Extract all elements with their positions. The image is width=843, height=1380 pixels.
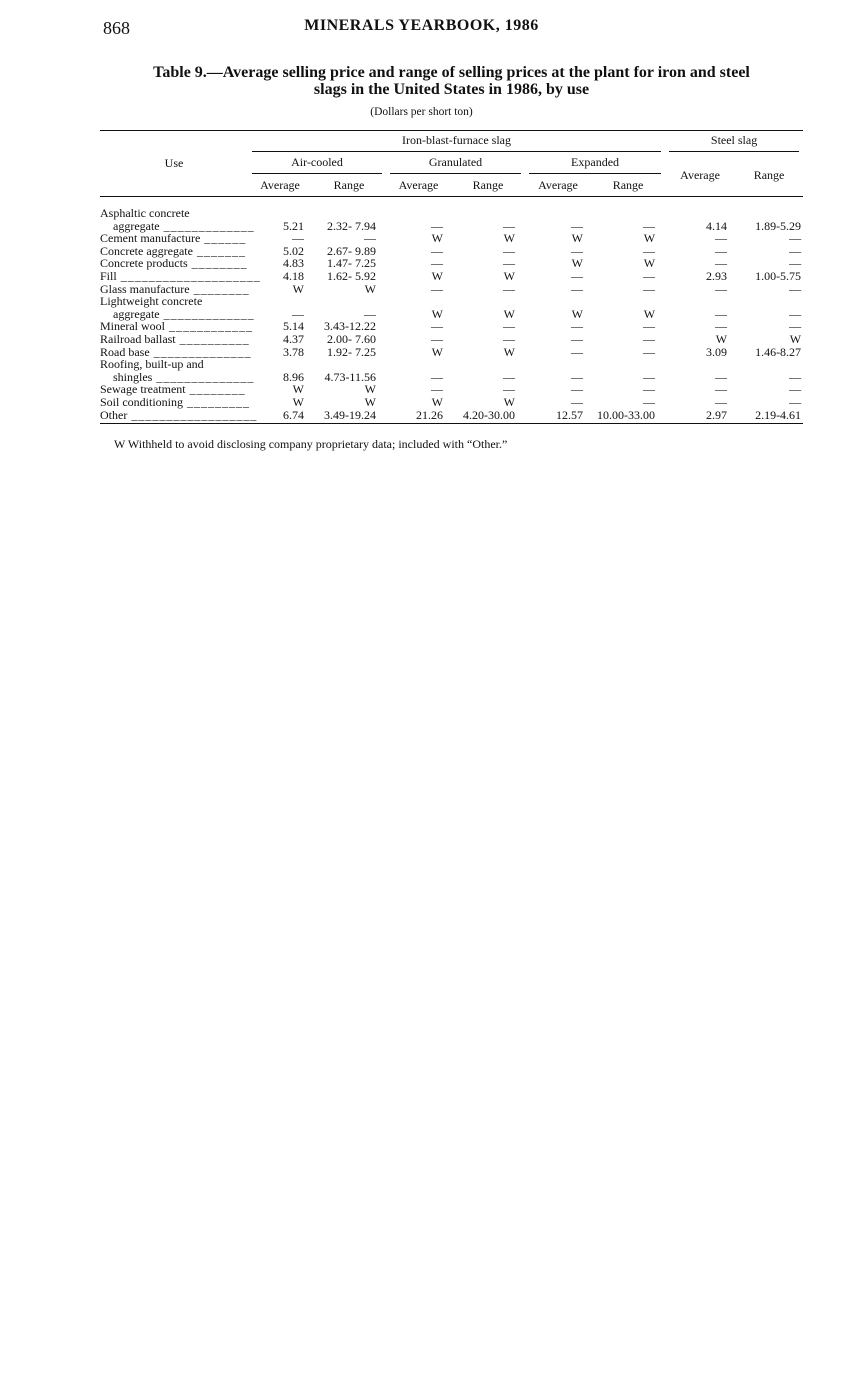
leader-dots: ____________________ (116, 268, 261, 283)
air-cooled-range-cell: 1.47- 7.25 (327, 256, 376, 271)
steel-average-cell: — (715, 319, 728, 334)
steel-average-cell: 2.97 (665, 409, 735, 424)
air-cooled-range-header: Range (312, 175, 386, 197)
expanded-average-cell: W (571, 306, 583, 321)
air-cooled-range-cell: W (364, 394, 376, 409)
table-body (100, 197, 803, 424)
granulated-range-cell: 4.20-30.00 (451, 409, 525, 424)
expanded-range-cell: W (643, 306, 656, 321)
granulated-range-cell: — (503, 382, 515, 397)
expanded-average-cell: — (571, 344, 583, 359)
steel-range-cell: 1.46-8.27 (755, 344, 802, 359)
leader-dots: ________ (185, 382, 246, 397)
air-cooled-average-cell: 5.02 (283, 243, 304, 258)
table-row (100, 346, 803, 359)
air-cooled-range-cell: W (364, 281, 376, 296)
expanded-range-cell: — (643, 319, 656, 334)
steel-average-cell: — (715, 231, 728, 246)
steel-range-cell: W (789, 331, 802, 346)
steel-range-cell: — (789, 256, 802, 271)
leader-dots: ________ (187, 256, 248, 271)
table-row-label-line (100, 207, 803, 220)
use-text: aggregate (113, 218, 160, 233)
expanded-range-cell: — (643, 281, 656, 296)
use-text: shingles (113, 369, 153, 384)
air-cooled-average-cell: 4.83 (283, 256, 304, 271)
steel-average-cell: 2.93 (706, 268, 728, 283)
steel-average-cell: — (715, 382, 728, 397)
use-label (100, 407, 258, 424)
air-cooled-range-cell: W (364, 382, 376, 397)
granulated-range-cell: — (503, 331, 515, 346)
steel-slag-header: Steel slag (665, 131, 803, 155)
air-cooled-average-header: Average (248, 175, 312, 197)
steel-range-cell: — (789, 382, 802, 397)
steel-average-cell: — (715, 394, 728, 409)
table-row (100, 333, 803, 346)
granulated-average-cell: — (431, 218, 443, 233)
expanded-range-cell: — (643, 331, 656, 346)
air-cooled-range-cell: 1.92- 7.25 (327, 344, 376, 359)
expanded-average-cell: 12.57 (525, 409, 591, 424)
table-title-line-1: Table 9.—Average selling price and range of selling prices at the plant for iron and steel (153, 64, 750, 81)
expanded-range-cell: — (643, 218, 656, 233)
granulated-average-cell: — (431, 319, 443, 334)
granulated-average-cell: W (431, 306, 443, 321)
granulated-range-cell: W (503, 231, 515, 246)
expanded-range-cell: — (643, 344, 656, 359)
air-cooled-average-cell: — (292, 306, 304, 321)
granulated-range-cell: — (503, 256, 515, 271)
air-cooled-average-cell: W (292, 382, 304, 397)
granulated-range-cell: W (503, 394, 515, 409)
table-row (100, 283, 803, 296)
expanded-range-cell: — (643, 369, 656, 384)
use-text: Concrete aggregate (100, 243, 193, 258)
expanded-average-cell: — (571, 243, 583, 258)
expanded-average-cell: — (571, 319, 583, 334)
use-text: Sewage treatment (100, 382, 186, 397)
iron-blast-furnace-header: Iron-blast-furnace slag (248, 131, 665, 155)
air-cooled-average-cell: 3.78 (283, 344, 304, 359)
steel-range-cell: — (789, 319, 802, 334)
use-text: aggregate (113, 306, 160, 321)
granulated-range-cell: W (503, 306, 515, 321)
granulated-average-cell: 21.26 (386, 409, 451, 424)
expanded-range-cell: W (643, 256, 656, 271)
use-text: Cement manufacture (100, 231, 201, 246)
leader-dots: _____________ (159, 218, 255, 233)
steel-average-cell: — (715, 281, 728, 296)
table-row (100, 270, 803, 283)
steel-average-cell: — (715, 243, 728, 258)
table-row-label-line (100, 358, 803, 371)
air-cooled-range-cell: — (364, 306, 376, 321)
granulated-average-cell: — (431, 256, 443, 271)
use-text: Road base (100, 344, 150, 359)
expanded-range-cell: — (643, 268, 656, 283)
steel-average-cell: W (715, 331, 728, 346)
granulated-range-cell: W (503, 344, 515, 359)
granulated-header: Granulated (386, 154, 525, 175)
use-text: Concrete products (100, 256, 188, 271)
air-cooled-range-cell: 2.67- 9.89 (327, 243, 376, 258)
leader-dots: __________________ (127, 407, 258, 422)
air-cooled-average-cell: 6.74 (248, 409, 312, 424)
granulated-average-cell: — (431, 243, 443, 258)
leader-dots: __________ (175, 331, 250, 346)
granulated-range-cell: — (503, 218, 515, 233)
steel-range-header: Range (735, 154, 803, 197)
leader-dots: ______ (200, 231, 247, 246)
air-cooled-range-cell: 2.00- 7.60 (327, 331, 376, 346)
use-label: Lightweight concrete (100, 294, 203, 309)
granulated-average-cell: W (431, 231, 443, 246)
air-cooled-average-cell: 8.96 (283, 369, 304, 384)
air-cooled-average-cell: W (292, 281, 304, 296)
leader-dots: ________ (189, 281, 250, 296)
use-text: Soil conditioning (100, 394, 184, 409)
table-units: (Dollars per short ton) (370, 106, 473, 118)
steel-range-cell: 1.00-5.75 (755, 268, 802, 283)
steel-range-cell: — (789, 281, 802, 296)
granulated-average-header: Average (386, 175, 451, 197)
steel-average-cell: — (715, 306, 728, 321)
table-footnote: W Withheld to avoid disclosing company proprietary data; included with “Other.” (114, 437, 508, 451)
steel-range-cell: — (789, 394, 802, 409)
air-cooled-range-cell: 1.62- 5.92 (327, 268, 376, 283)
leader-dots: ______________ (149, 344, 252, 359)
expanded-range-cell: — (643, 394, 656, 409)
running-head: MINERALS YEARBOOK, 1986 (304, 17, 539, 34)
expanded-range-cell: — (643, 382, 656, 397)
leader-dots: _________ (183, 394, 251, 409)
granulated-average-cell: W (431, 394, 443, 409)
expanded-average-cell: — (571, 331, 583, 346)
expanded-average-cell: W (571, 256, 583, 271)
leader-dots: _______ (192, 243, 246, 258)
air-cooled-average-cell: 5.14 (283, 319, 304, 334)
granulated-average-cell: W (431, 268, 443, 283)
granulated-average-cell: — (431, 331, 443, 346)
granulated-range-cell: — (503, 243, 515, 258)
use-text: Glass manufacture (100, 281, 190, 296)
steel-range-cell: — (789, 231, 802, 246)
steel-range-cell: — (789, 369, 802, 384)
table-row (100, 409, 803, 424)
leader-dots: ______________ (152, 369, 255, 384)
table-title-line-2: slags in the United States in 1986, by use (313, 81, 590, 98)
air-cooled-average-cell: — (292, 231, 304, 246)
granulated-range-cell: — (503, 369, 515, 384)
expanded-average-cell: W (571, 231, 583, 246)
granulated-average-cell: W (431, 344, 443, 359)
granulated-average-cell: — (431, 281, 443, 296)
steel-range-cell: 2.19-4.61 (735, 409, 803, 424)
expanded-average-cell: — (571, 382, 583, 397)
use-text: Mineral wool (100, 319, 165, 334)
use-text: Other (100, 407, 128, 422)
expanded-range-cell: W (643, 231, 656, 246)
granulated-range-cell: W (503, 268, 515, 283)
expanded-header: Expanded (525, 154, 665, 175)
steel-average-cell: — (715, 256, 728, 271)
use-label: Roofing, built-up and (100, 357, 204, 372)
leader-dots: ____________ (165, 319, 253, 334)
air-cooled-range-cell: 3.43-12.22 (324, 319, 376, 334)
page-number: 868 (103, 18, 130, 38)
granulated-range-cell: — (503, 281, 515, 296)
granulated-range-header: Range (451, 175, 525, 197)
expanded-average-cell: — (571, 281, 583, 296)
air-cooled-average-cell: W (292, 394, 304, 409)
use-label: Asphaltic concrete (100, 206, 190, 220)
steel-average-cell: 4.14 (706, 218, 728, 233)
granulated-range-cell: — (503, 319, 515, 334)
table-row (100, 232, 803, 245)
steel-average-header: Average (665, 154, 735, 197)
expanded-average-cell: — (571, 218, 583, 233)
steel-range-cell: — (789, 306, 802, 321)
air-cooled-range-cell: — (364, 231, 376, 246)
expanded-range-header: Range (591, 175, 665, 197)
steel-range-cell: — (789, 243, 802, 258)
air-cooled-header: Air-cooled (248, 154, 386, 175)
slag-price-table (100, 130, 803, 424)
table-row-label-line (100, 295, 803, 308)
steel-range-cell: 1.89-5.29 (755, 218, 802, 233)
expanded-average-cell: — (571, 369, 583, 384)
expanded-average-cell: — (571, 394, 583, 409)
use-text: Railroad ballast (100, 331, 176, 346)
expanded-range-cell: — (643, 243, 656, 258)
air-cooled-average-cell: 4.18 (283, 268, 304, 283)
expanded-average-header: Average (525, 175, 591, 197)
air-cooled-range-cell: 4.73-11.56 (324, 369, 376, 384)
table-row (100, 396, 803, 409)
expanded-range-cell: 10.00-33.00 (591, 409, 665, 424)
expanded-average-cell: — (571, 268, 583, 283)
use-text: Fill (100, 268, 117, 283)
use-header: Use (100, 131, 248, 197)
air-cooled-range-cell: 3.49-19.24 (312, 409, 386, 424)
leader-dots: _____________ (159, 306, 255, 321)
air-cooled-range-cell: 2.32- 7.94 (327, 218, 376, 233)
granulated-average-cell: — (431, 382, 443, 397)
air-cooled-average-cell: 5.21 (283, 218, 304, 233)
granulated-average-cell: — (431, 369, 443, 384)
steel-average-cell: 3.09 (706, 344, 728, 359)
table-title (100, 64, 803, 98)
steel-average-cell: — (715, 369, 728, 384)
air-cooled-average-cell: 4.37 (283, 331, 304, 346)
